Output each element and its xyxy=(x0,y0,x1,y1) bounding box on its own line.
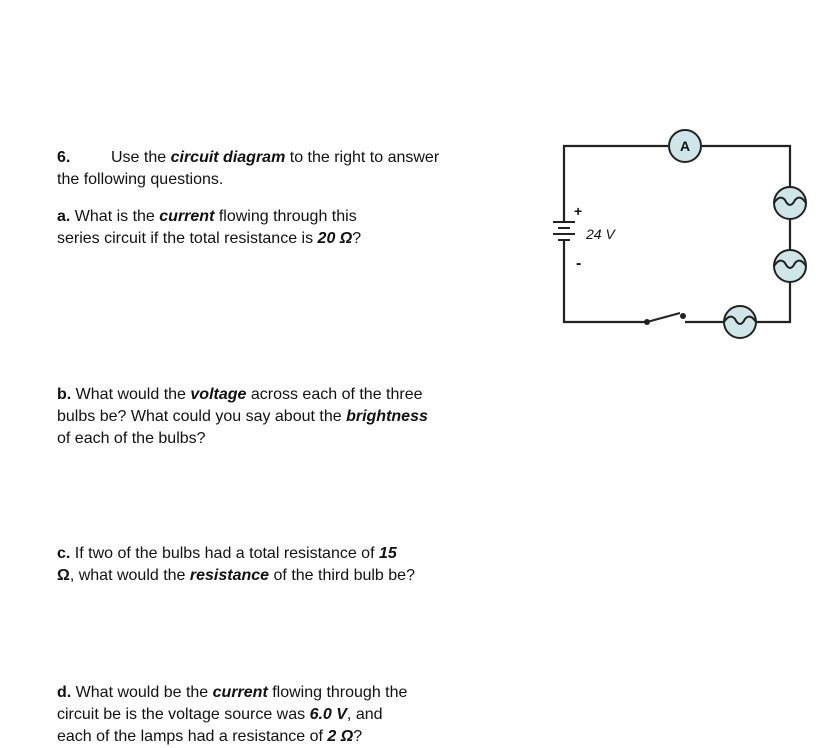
keyword-ohm: Ω xyxy=(57,567,70,584)
part-c-label: c. xyxy=(57,545,71,562)
part-c-question: c. If two of the bulbs had a total resistance of 15 Ω, what would the resistance of the third bulb be? xyxy=(57,545,415,584)
keyword-voltage: voltage xyxy=(190,386,247,403)
battery-icon xyxy=(553,203,575,260)
ammeter-label: A xyxy=(679,138,691,154)
wire-top-right xyxy=(702,146,790,187)
part-a-label: a. xyxy=(57,208,71,225)
keyword-15: 15 xyxy=(378,545,397,562)
keyword-resistance-value: 20 Ω xyxy=(317,230,353,247)
part-d-question: d. What would be the current flowing through the circuit be is the voltage source was 6.0 V, and each of the lamps had a resistance of 2 Ω? xyxy=(57,684,408,745)
keyword-brightness: brightness xyxy=(346,408,428,425)
battery-voltage-label: 24 V xyxy=(586,226,615,242)
part-b-question: b. What would the voltage across each of the three bulbs be? What could you say about the brightness of each of the bulbs? xyxy=(57,386,428,447)
circuit-diagram xyxy=(540,120,810,340)
minus-sign: - xyxy=(576,255,582,272)
part-b-label: b. xyxy=(57,386,72,403)
wire-right-bottom xyxy=(755,282,790,322)
part-a-question: a. What is the current flowing through this series circuit if the total resistance is 20 Ω? xyxy=(57,208,362,247)
bulb-icon xyxy=(774,250,806,282)
bulb-icon xyxy=(724,306,756,338)
question-number: 6. xyxy=(57,149,71,166)
plus-sign: + xyxy=(574,203,583,219)
keyword-circuit-diagram: circuit diagram xyxy=(170,149,286,166)
keyword-current: current xyxy=(159,208,215,225)
switch-icon xyxy=(644,313,686,325)
keyword-2-ohm: 2 Ω xyxy=(327,728,354,745)
part-d-label: d. xyxy=(57,684,72,701)
question-6-intro: 6. Use the circuit diagram to the right to answer the following questions. xyxy=(57,149,440,188)
bulb-icon xyxy=(774,187,806,219)
wire-top-left xyxy=(564,146,668,203)
keyword-6-volts: 6.0 V xyxy=(309,706,347,723)
keyword-resistance: resistance xyxy=(189,567,270,584)
keyword-current-d: current xyxy=(212,684,268,701)
